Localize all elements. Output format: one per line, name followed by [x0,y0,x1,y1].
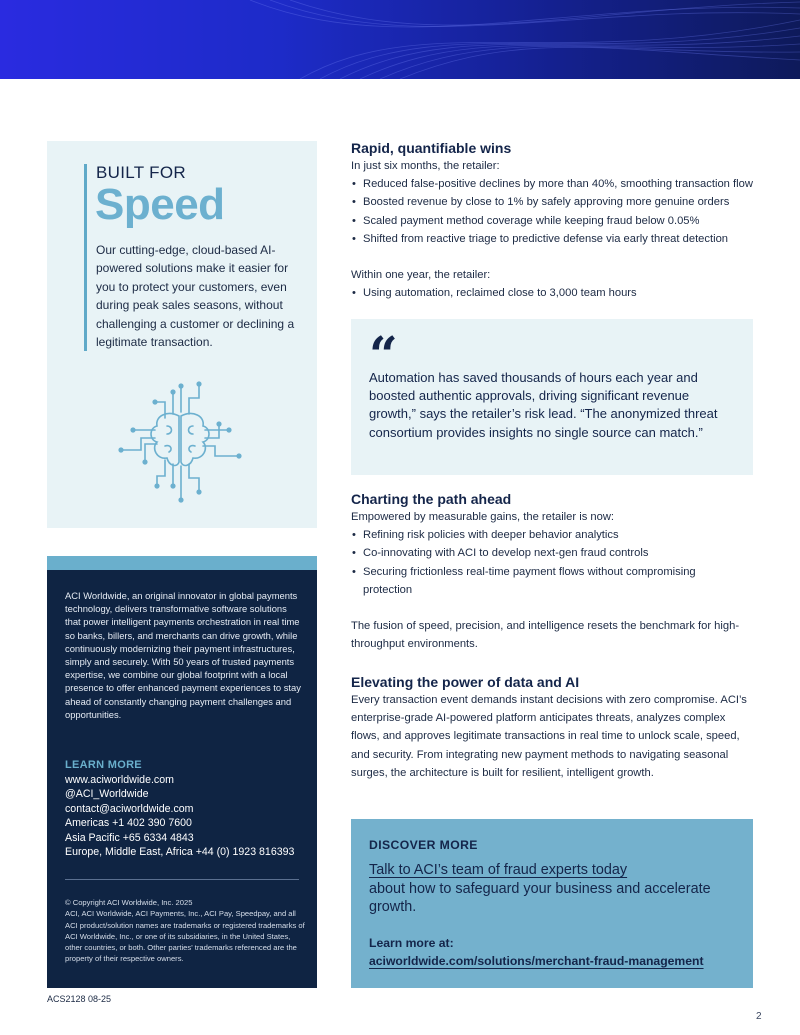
quote-text: Automation has saved thousands of hours each year and boosted authentic approvals, driving significant revenue growth,” says the retailer’s risk lead. “The anonymized threat consortium provides insights no single source can match.” [369,370,718,440]
phone-americas: Americas +1 402 390 7600 [65,817,192,830]
quote-mark-icon: “ [369,325,398,384]
path-ahead-bullet-list [351,526,756,599]
learn-more-title: LEARN MORE [65,759,142,771]
list-item: • Refining risk policies with deeper behavior analytics [351,526,756,544]
list-item: • Reduced false-positive declines by more than 40%, smoothing transaction flow [351,175,756,193]
list-item: • Using automation, reclaimed close to 3,000 team hours [351,284,756,302]
elevating-title: Elevating the power of data and AI [351,674,580,690]
wins-section [351,140,756,302]
learn-more-label: Learn more at: [369,936,454,950]
about-panel-accent-bar [47,556,317,570]
talk-to-experts-link[interactable]: Talk to ACI’s team of fraud experts today [369,862,628,878]
path-ahead-closing: The fusion of speed, precision, and intelligence resets the benchmark for high-throughput environments. [351,620,740,651]
wins-title: Rapid, quantifiable wins [351,140,512,156]
list-item: • Securing frictionless real-time payment flows without compromising protection [351,563,736,599]
discover-title: DISCOVER MORE [369,838,478,852]
discover-more-box [351,819,753,988]
copyright-text: © Copyright ACI Worldwide, Inc. 2025 ACI, ACI Worldwide, ACI Payments, Inc., ACI Pay, Speedpay, and all ACI product/solution names are trademarks or registered trademarks of ACI Worldwide, Inc., or one of its subsidiaries, in the United States, other countries, or both. Other parties' trademarks referenced are the property of their respective owners. [65,898,305,964]
about-aci-panel [47,570,317,988]
divider [65,879,299,880]
elevating-body: Every transaction event demands instant decisions with zero compromise. ACI’s enterprise-grade AI-powered platform anticipates threats, analyzes complex flows, and approves legitimate transactions in real time to unlock scale, speed, and security. From integrating new payment methods to navigating seasonal surges, the architecture is built for resilient, intelligent growth. [351,694,747,779]
path-ahead-section [351,491,756,653]
merchant-fraud-url-link[interactable]: aciworldwide.com/solutions/merchant-fraud-management [369,954,704,968]
quote-box [351,319,753,475]
about-text: ACI Worldwide, an original innovator in global payments technology, delivers transformative software solutions that power intelligent payments orchestration in real time so banks, billers, and merchants can drive growth, while continuously modernizing their payment infrastructures, simply and securely. With 50 years of trusted payments expertise, we combine our global footprint with a local presence to offer enhanced payment experiences to stay ahead of constantly changing payment challenges and opportunities. [65,590,301,720]
path-ahead-title: Charting the path ahead [351,491,512,507]
document-code: ACS2128 08-25 [47,994,112,1004]
wins-bullet-list [351,175,756,248]
elevating-section [351,674,756,782]
twitter-handle-link[interactable]: @ACI_Worldwide [65,788,149,801]
speed-body-text: Our cutting-edge, cloud-based AI-powered solutions make it easier for you to protect your customers, even during peak sales seasons, without challenging a customer or declining a legitimate transaction. [96,243,295,350]
list-item: • Shifted from reactive triage to predictive defense via early threat detection [351,230,756,248]
list-item: • Co-innovating with ACI to develop next-gen fraud controls [351,544,756,562]
website-link[interactable]: www.aciworldwide.com [65,774,174,786]
wins-intro: In just six months, the retailer: [351,160,500,172]
brain-circuit-icon [115,380,245,505]
list-item: • Boosted revenue by close to 1% by safely approving more genuine orders [351,193,756,211]
page-number: 2 [756,1011,762,1022]
wave-lines-decoration [0,0,800,79]
discover-body: about how to safeguard your business and accelerate growth. [369,881,711,915]
path-ahead-intro: Empowered by measurable gains, the retailer is now: [351,511,615,523]
speed-eyebrow: BUILT FOR [96,163,186,182]
email-link[interactable]: contact@aciworldwide.com [65,802,194,815]
wins-bullet-list-2 [351,284,756,302]
header-band [0,0,800,79]
wins-intro-2: Within one year, the retailer: [351,269,491,282]
accent-rule [84,164,87,351]
list-item: • Scaled payment method coverage while keeping fraud below 0.05% [351,212,756,230]
phone-asia-pacific: Asia Pacific +65 6334 4843 [65,831,194,844]
phone-emea: Europe, Middle East, Africa +44 (0) 1923 816393 [65,846,295,859]
contact-list [65,773,294,859]
speed-headline: Speed [95,180,225,229]
